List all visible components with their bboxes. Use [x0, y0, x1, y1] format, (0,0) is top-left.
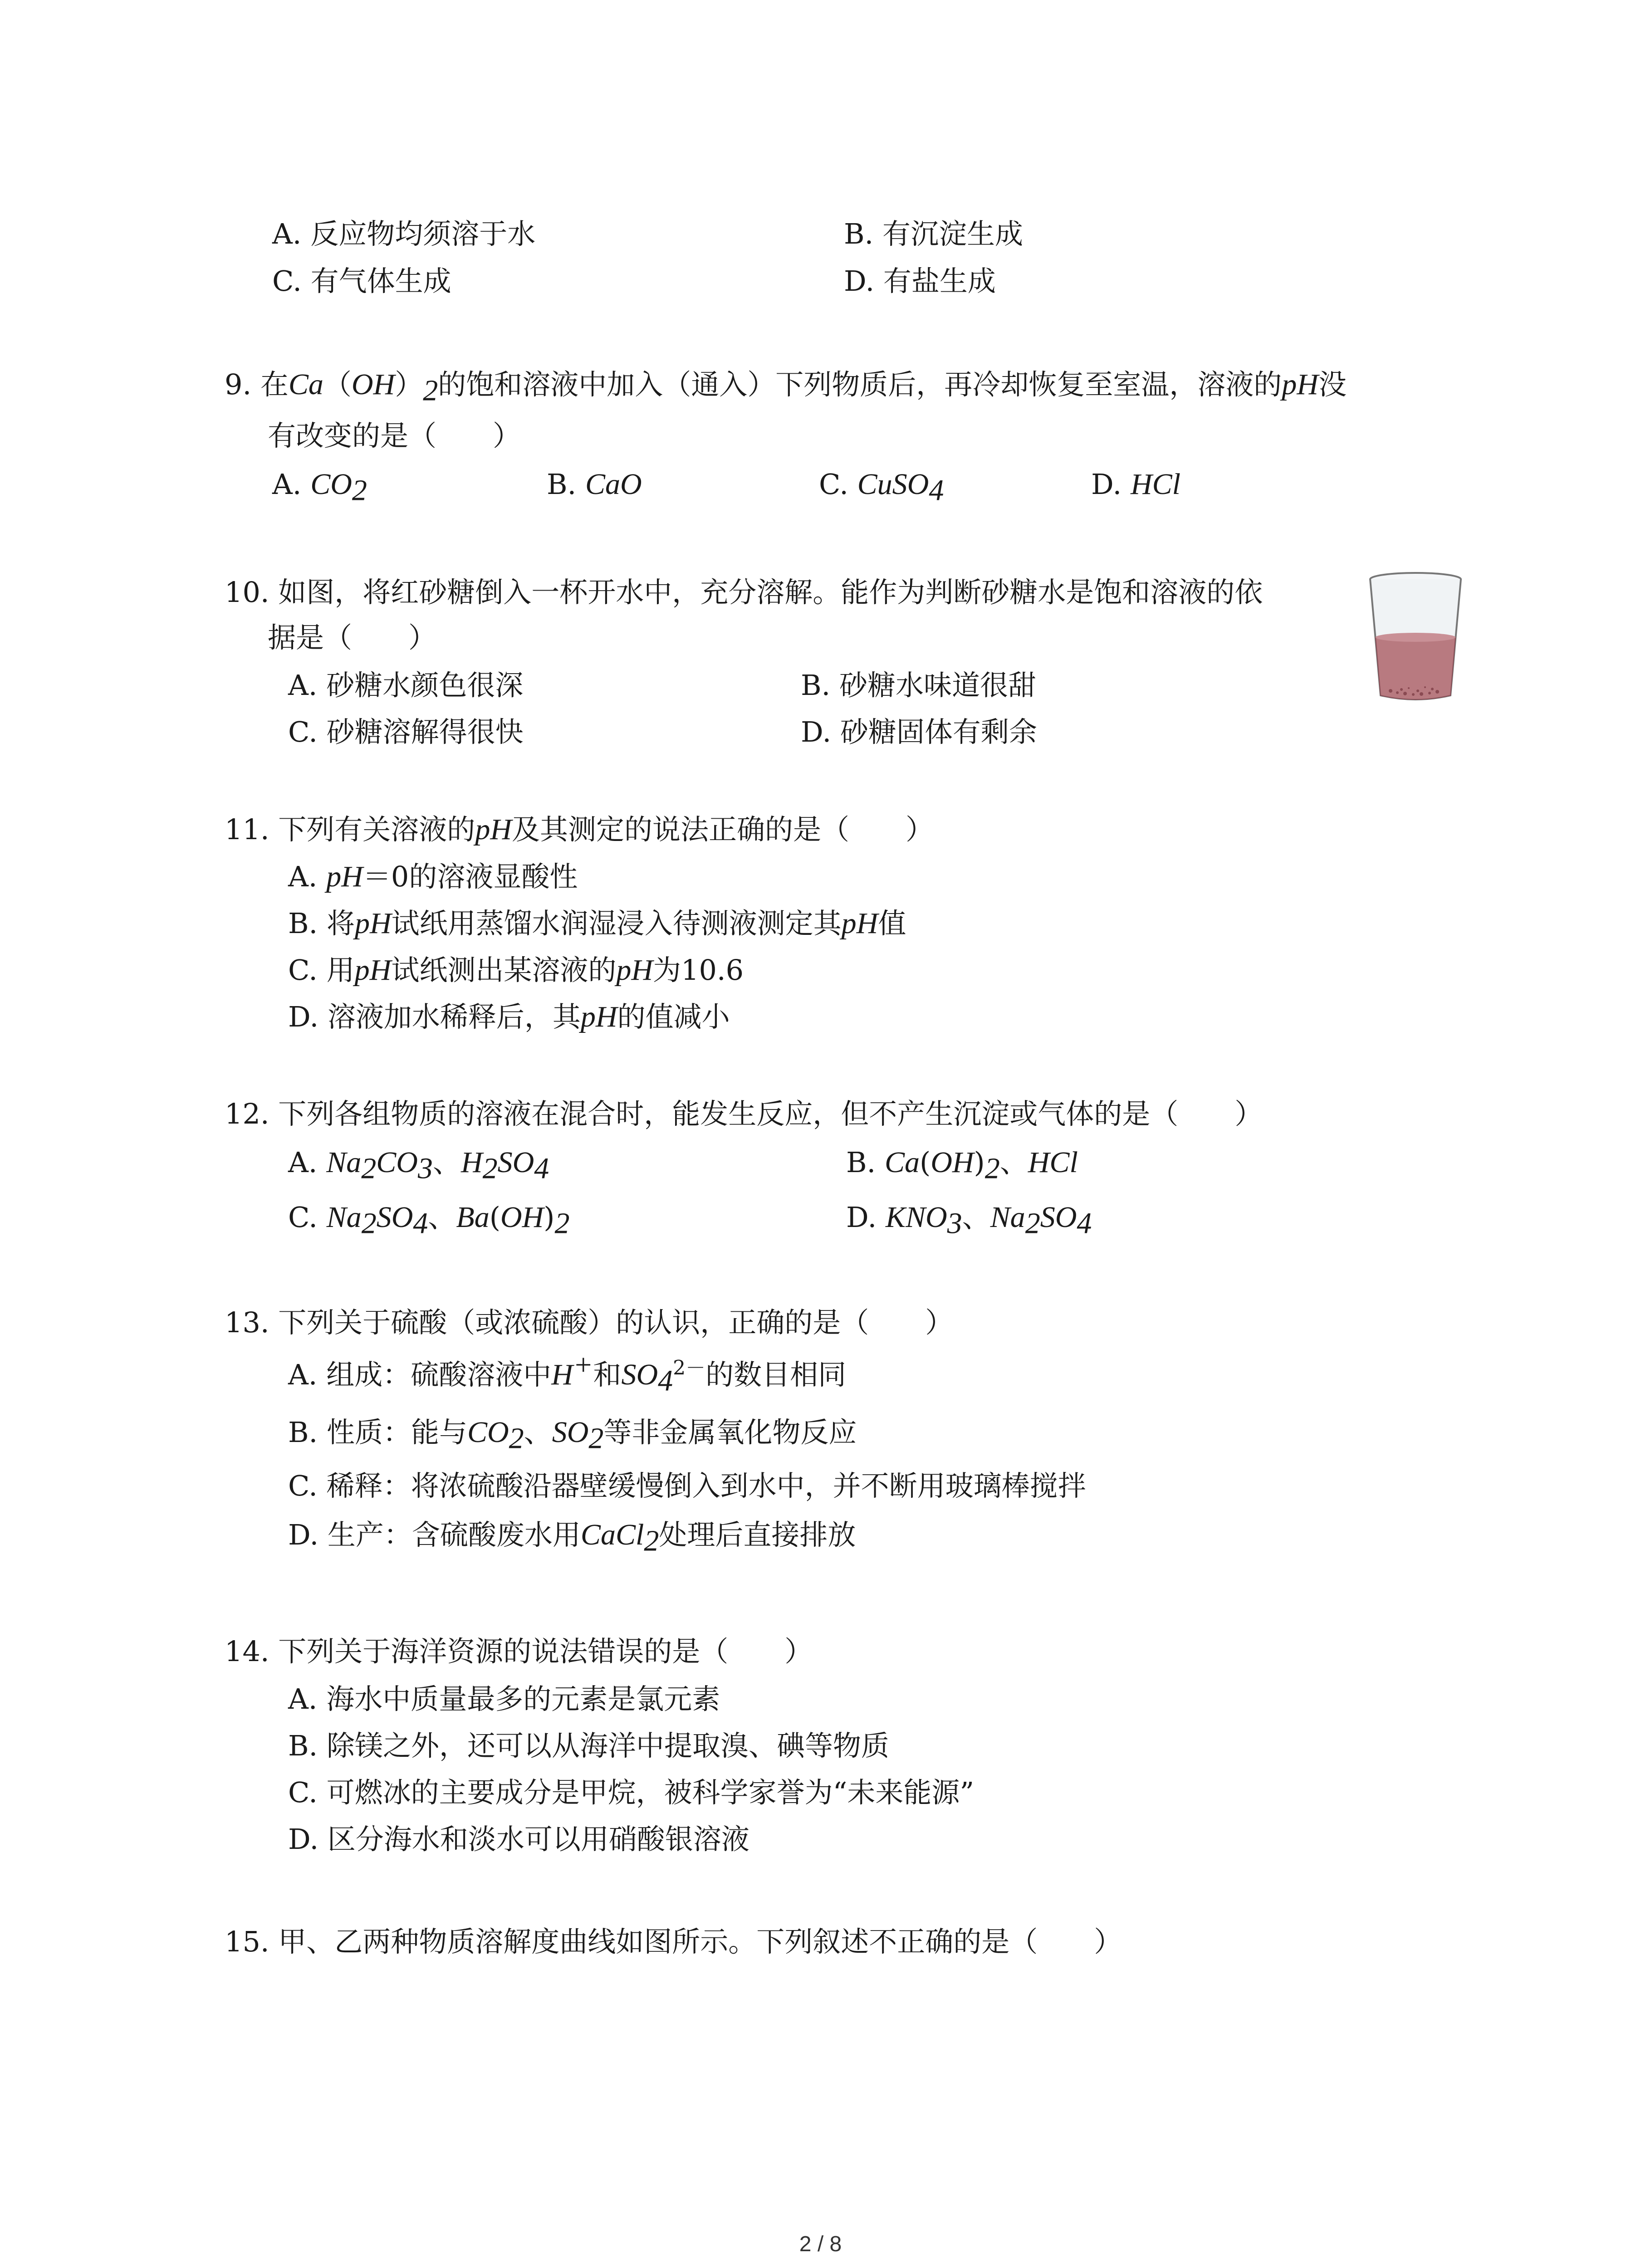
q9-option-b: B. CaO [547, 468, 642, 501]
q11-option-a: A. pH＝0的溶液显酸性 [288, 860, 578, 893]
q14-stem: 14. 下列关于海洋资源的说法错误的是（ ） [225, 1635, 813, 1668]
q14-option-a: A. 海水中质量最多的元素是氯元素 [288, 1682, 720, 1716]
q8-option-b: B. 有沉淀生成 [844, 217, 1023, 250]
q9-option-d: D. HCl [1091, 468, 1181, 501]
q13-option-b: B. 性质：能与$CO_2$、$SO_2$等非金属氧化物反应 [288, 1416, 857, 1455]
q10-option-b: B. 砂糖水味道很甜 [801, 669, 1036, 702]
q11-stem: 11. 下列有关溶液的pH及其测定的说法正确的是（ ） [225, 813, 934, 846]
q12-option-c: C. $Na_2SO_4$、$Ba(OH)_2$ [288, 1201, 570, 1240]
q12-option-a: A. $Na_2CO_3$、$H_2SO_4$ [288, 1146, 549, 1185]
q9-stem-line2: 有改变的是（ ） [268, 419, 521, 452]
q8-option-c: C. 有气体生成 [272, 264, 451, 298]
q15-stem: 15. 甲、乙两种物质溶解度曲线如图所示。下列叙述不正确的是（ ） [225, 1925, 1122, 1958]
q8-option-a: A. 反应物均须溶于水 [272, 217, 536, 250]
q11-option-d: D. 溶液加水稀释后，其pH的值减小 [288, 1000, 730, 1033]
q10-stem-line2: 据是（ ） [268, 621, 437, 654]
q9-option-c: C. CuSO$_4$ [819, 468, 944, 507]
q8-option-d: D. 有盐生成 [844, 264, 996, 298]
q13-option-c: C. 稀释：将浓硫酸沿器壁缓慢倒入到水中，并不断用玻璃棒搅拌 [288, 1469, 1086, 1502]
q14-option-c: C. 可燃冰的主要成分是甲烷，被科学家誉为“未来能源” [288, 1776, 975, 1809]
q13-option-a: A. 组成：硫酸溶液中H+和$SO_4^{2-}$的数目相同 [288, 1348, 847, 1398]
q12-option-d: D. $KNO_3$、$Na_2SO_4$ [846, 1201, 1092, 1240]
q14-option-d: D. 区分海水和淡水可以用硝酸银溶液 [288, 1823, 749, 1856]
q14-option-b: B. 除镁之外，还可以从海洋中提取溴、碘等物质 [288, 1729, 889, 1762]
q10-option-d: D. 砂糖固体有剩余 [801, 715, 1037, 748]
q11-option-b: B. 将pH试纸用蒸馏水润湿浸入待测液测定其pH值 [288, 907, 906, 940]
sugar-water-cup-image [1363, 569, 1468, 705]
q9-stem-line1: 9. 在$Ca(OH)_2$的饱和溶液中加入（通入）下列物质后，再冷却恢复至室温，溶液的pH没 [225, 368, 1347, 407]
q12-stem: 12. 下列各组物质的溶液在混合时，能发生反应，但不产生沉淀或气体的是（ ） [225, 1097, 1263, 1130]
q9-option-a: A. $CO_2$ [272, 468, 367, 507]
q11-option-c: C. 用pH试纸测出某溶液的pH为10.6 [288, 953, 744, 987]
page-number: 2 / 8 [799, 2232, 842, 2256]
q10-stem-line1: 10. 如图，将红砂糖倒入一杯开水中，充分溶解。能作为判断砂糖水是饱和溶液的依 [225, 576, 1263, 609]
q13-option-d: D. 生产：含硫酸废水用CaCl$_2$处理后直接排放 [288, 1518, 856, 1558]
q12-option-b: B. $Ca(OH)_2$、HCl [846, 1146, 1078, 1185]
q10-option-a: A. 砂糖水颜色很深 [288, 669, 524, 702]
q10-option-c: C. 砂糖溶解得很快 [288, 715, 524, 748]
q13-stem: 13. 下列关于硫酸（或浓硫酸）的认识，正确的是（ ） [225, 1306, 954, 1339]
